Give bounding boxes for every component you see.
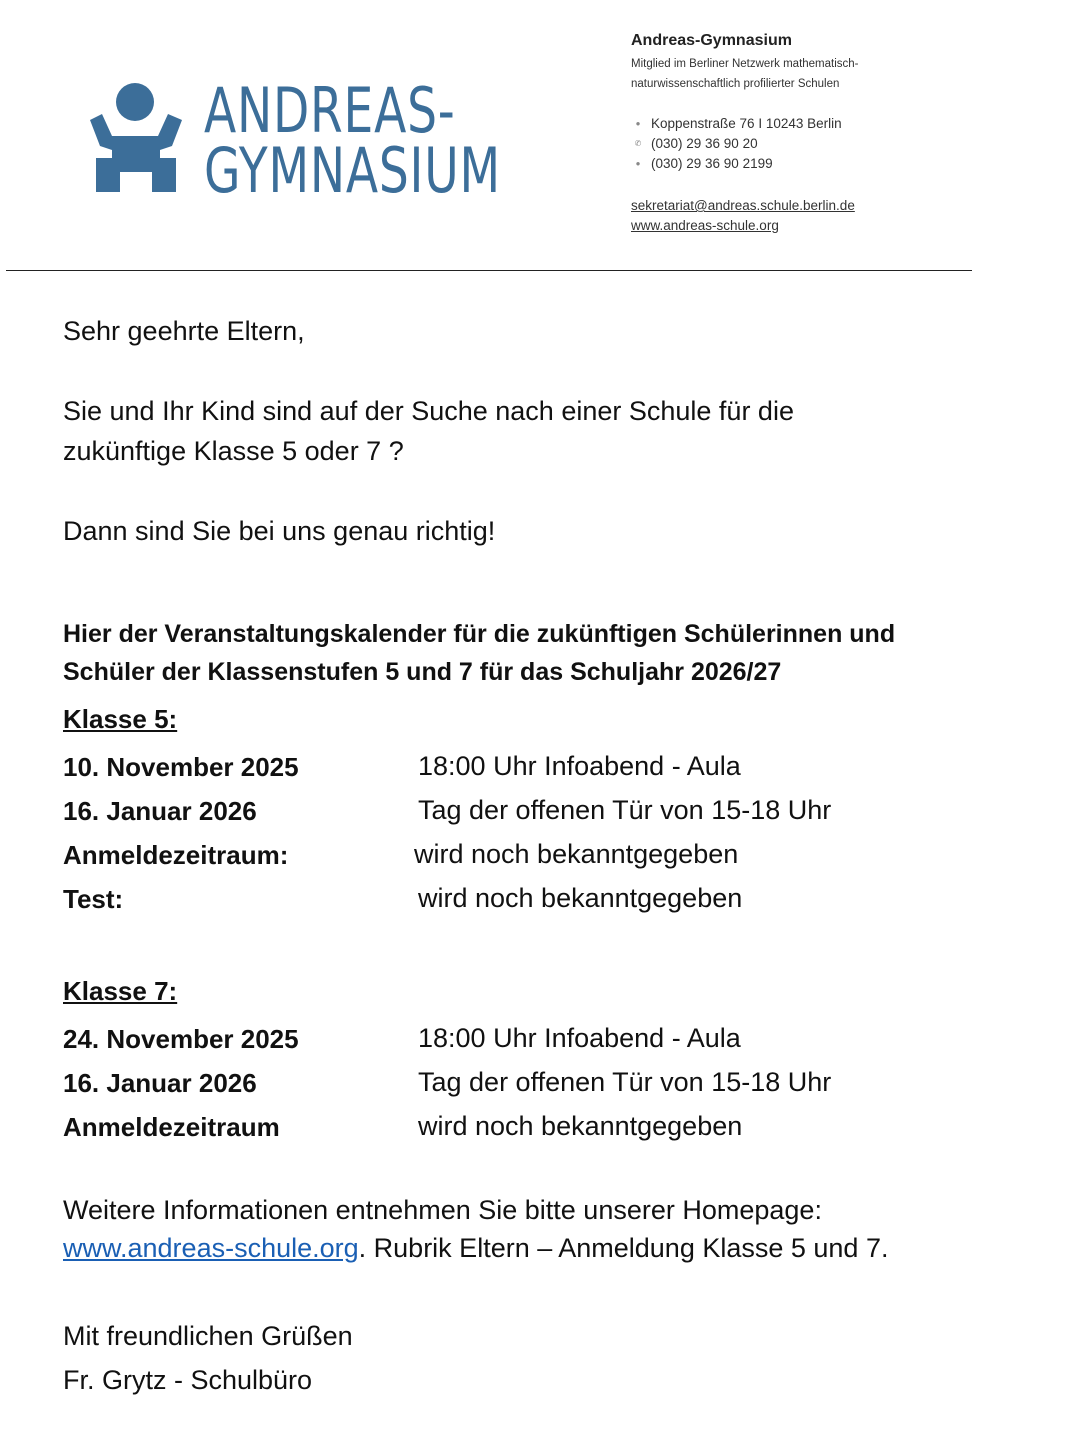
info-line-2 [63,1228,888,1268]
event-date: Anmeldezeitraum: [63,840,289,870]
fax-line [633,156,773,171]
letterhead-subtitle-line-2: naturwissenschaftlich profilierter Schulen [631,78,840,90]
fax-icon: ● [635,159,641,168]
phone-line [633,136,758,151]
greeting: Sehr geehrte Eltern, [63,316,305,346]
event-date: 16. Januar 2026 [63,1068,257,1098]
event-description: 18:00 Uhr Infoabend - Aula [418,1023,741,1053]
header-divider [6,270,972,271]
website-link-header[interactable]: www.andreas-schule.org [631,218,779,233]
klasse-7-label: Klasse 7: [63,976,178,1006]
info-line-1: Weitere Informationen entnehmen Sie bitte unserer Homepage: [63,1195,822,1225]
signature: Fr. Grytz - Schulbüro [63,1365,313,1395]
address-line [633,116,842,131]
klasse-5-label: Klasse 5: [63,704,178,734]
letterhead-subtitle-line-1: Mitglied im Berliner Netzwerk mathematisch- [631,58,859,70]
school-logo-icon [86,80,186,196]
event-description: wird noch bekanntgegeben [418,883,743,913]
event-date: 24. November 2025 [63,1024,299,1054]
logo-text-line-2: GYMNASIUM [204,134,501,207]
location-icon: ● [635,119,641,128]
closing: Mit freundlichen Grüßen [63,1321,353,1351]
event-description: 18:00 Uhr Infoabend - Aula [418,751,741,781]
address-text: Koppenstraße 76 I 10243 Berlin [651,116,842,131]
event-description: wird noch bekanntgegeben [418,1111,743,1141]
event-description: Tag der offenen Tür von 15-18 Uhr [418,795,832,825]
event-date: Anmeldezeitraum [63,1112,280,1142]
fax-text: (030) 29 36 90 2199 [651,156,773,171]
event-date: 10. November 2025 [63,752,299,782]
info-line-2-rest: . Rubrik Eltern – Anmeldung Klasse 5 und 7. [358,1233,889,1263]
calendar-heading-line-2: Schüler der Klassenstufen 5 und 7 für das Schuljahr 2026/27 [63,658,782,686]
intro-line-1: Sie und Ihr Kind sind auf der Suche nach einer Schule für die [63,396,794,426]
event-date: 16. Januar 2026 [63,796,257,826]
event-date: Test: [63,884,124,914]
letterhead-title: Andreas-Gymnasium [631,32,792,49]
tagline: Dann sind Sie bei uns genau richtig! [63,516,496,546]
email-link[interactable]: sekretariat@andreas.schule.berlin.de [631,198,855,213]
phone-text: (030) 29 36 90 20 [651,136,758,151]
calendar-heading-line-1: Hier der Veranstaltungskalender für die zukünftigen Schülerinnen und [63,620,896,648]
intro-line-2: zukünftige Klasse 5 oder 7 ? [63,436,404,466]
event-description: Tag der offenen Tür von 15-18 Uhr [418,1067,832,1097]
event-description: wird noch bekanntgegeben [414,839,739,869]
homepage-link[interactable]: www.andreas-schule.org [63,1233,359,1263]
phone-icon: ✆ [634,139,642,148]
logo-text-line-1: ANDREAS- [204,74,456,147]
